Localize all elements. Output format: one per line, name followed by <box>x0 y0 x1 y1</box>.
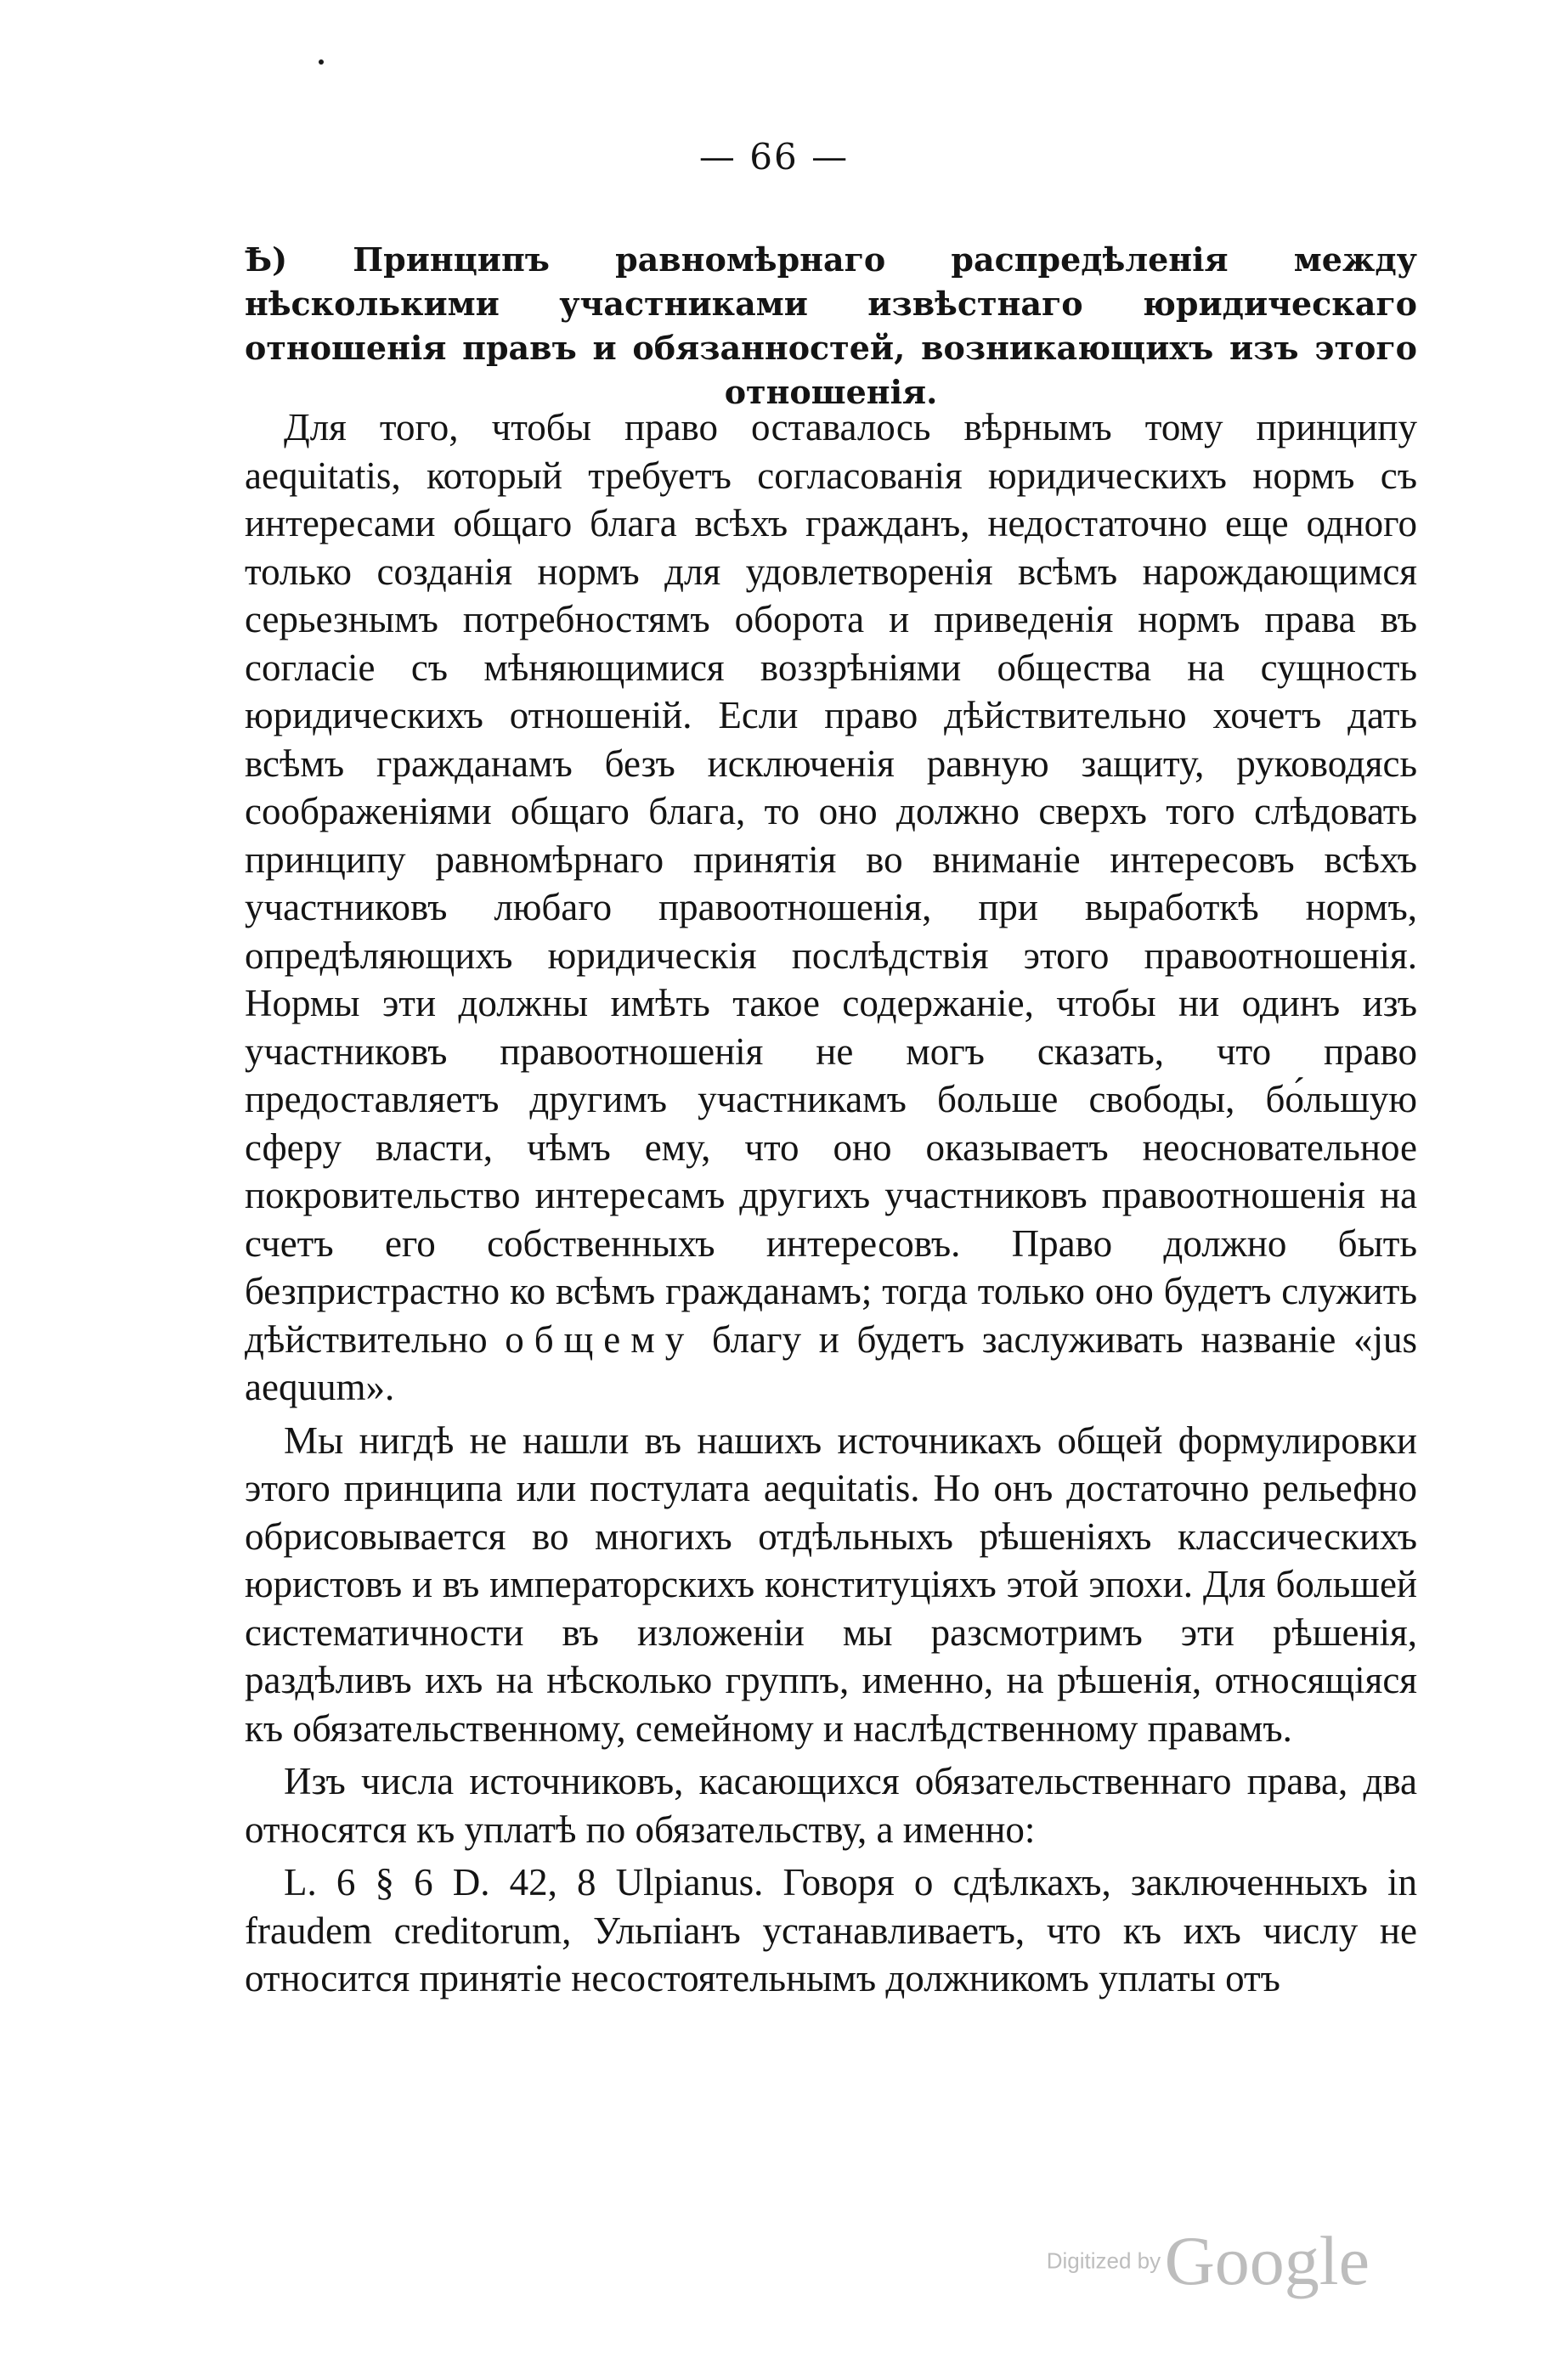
body-text <box>245 403 1417 2008</box>
paragraph-3: Изъ числа источниковъ, касающихся обязательственнаго права, два относятся къ уплатѣ по обязательству, а именно: <box>245 1760 1417 1851</box>
digitization-watermark <box>1047 2221 1370 2301</box>
paragraph-1-ending: благу и будетъ заслуживать названіе «jus aequum». <box>245 1317 1417 1408</box>
paragraph-1-text: Для того, чтобы право оставалось вѣрнымъ тому принципу aequitatis, который требуетъ согласованія юридическихъ нормъ съ интересами общаго блага всѣхъ гражданъ, недостаточно еще одного только созданія нормъ для удовлетворенія всѣмъ нарождающимся серьезнымъ потребностямъ оборота и приведенія нормъ права въ согласіе съ мѣняющимися воззрѣніями общества на сущность юридическихъ отношеній. Если право дѣйствительно хочетъ дать всѣмъ гражданамъ безъ исключенія равную защиту, руководясь соображеніями общаго блага, то оно должно сверхъ того слѣдовать принципу равномѣрнаго принятія во вниманіе интересовъ всѣхъ участниковъ любаго правоотношенія, при выработкѣ нормъ, опредѣляющихъ юридическія послѣдствія этого правоотношенія. Нормы эти должны имѣть такое содержаніе, чтобы ни одинъ изъ участниковъ правоотношенія не могъ сказать, что право предоставляетъ другимъ участникамъ больше свободы, бо́льшую сферу власти, чѣмъ ему, что оно оказываетъ неосновательное покровительство интересамъ другихъ участниковъ правоотношенія на счетъ его собственныхъ интересовъ. Право должно быть безпристрастно ко всѣмъ гражданамъ; тогда только оно будетъ служить дѣйствительно <box>245 406 1417 1361</box>
watermark-brand-logo: Google <box>1164 2222 1370 2299</box>
paragraph-2: Мы нигдѣ не нашли въ нашихъ источникахъ общей формулировки этого принципа или постулата aequitatis. Но онъ достаточно рельефно обрисовывается во многихъ отдѣльныхъ рѣшеніяхъ классическихъ юристовъ и въ императорскихъ конституціяхъ этой эпохи. Для большей систематичности въ изложеніи мы разсмотримъ эти рѣшенія, раздѣливъ ихъ на нѣсколько группъ, именно, на рѣшенія, относящіяся къ обязательственному, семейному и наслѣдственному правамъ. <box>245 1418 1417 1750</box>
ink-speck <box>319 59 324 65</box>
page-number: — 66 — <box>698 136 850 178</box>
watermark-prefix: Digitized by <box>1046 2247 1161 2274</box>
section-heading: Ҍ) Принципъ равномѣрнаго распредѣленія между нѣсколькими участниками извѣстнаго юридическаго отношенія правъ и обязанностей, возникающихъ изъ этого отношенія. <box>245 240 1417 411</box>
paragraph-1 <box>245 403 1417 1412</box>
paragraph-1-emphasis: общему <box>505 1317 695 1361</box>
paragraph-4: L. 6 § 6 D. 42, 8 Ulpianus. Говоря о сдѣлкахъ, заключенныхъ in fraudem creditorum, Ульпіанъ устанавливаетъ, что къ ихъ числу не относится принятіе несостоятельнымъ должникомъ уплаты отъ <box>245 1861 1417 1999</box>
